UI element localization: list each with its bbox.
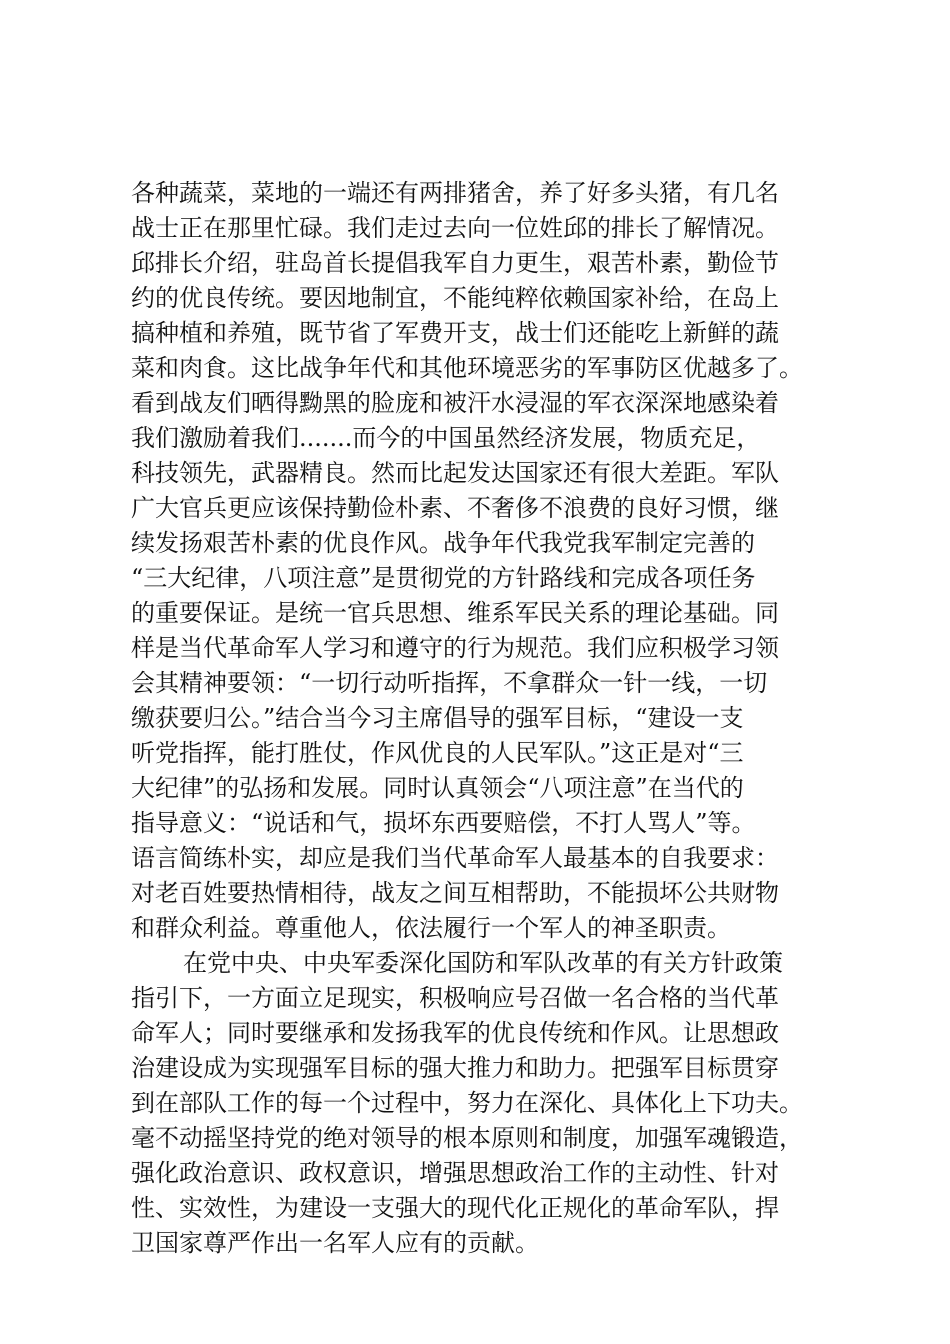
text-line: “三大纪律，八项注意”是贯彻党的方针路线和完成各项任务 — [131, 564, 756, 592]
text-line: 指导意义：“说话和气，损坏东西要赔偿，不打人骂人”等。 — [131, 809, 756, 837]
text-line: 会其精神要领：“一切行动听指挥，不拿群众一针一线，一切 — [131, 669, 768, 697]
paragraph-first-line: 在党中央、中央军委深化国防和军队改革的有关方针政策 — [183, 949, 783, 977]
text-line: 治建设成为实现强军目标的强大推力和助力。把强军目标贯穿 — [131, 1054, 779, 1082]
text-line: 广大官兵更应该保持勤俭朴素、不奢侈不浪费的良好习惯，继 — [131, 494, 779, 522]
text-line: 各种蔬菜，菜地的一端还有两排猪舍，养了好多头猪，有几名 — [131, 179, 779, 207]
text-line: 卫国家尊严作出一名军人应有的贡献。 — [131, 1229, 539, 1257]
text-line: 对老百姓要热情相待，战友之间互相帮助，不能损坏公共财物 — [131, 879, 779, 907]
text-line: 强化政治意识、政权意识，增强思想政治工作的主动性、针对 — [131, 1159, 779, 1187]
text-line: 和群众利益。尊重他人，依法履行一个军人的神圣职责。 — [131, 914, 731, 942]
text-line: 科技领先，武器精良。然而比起发达国家还有很大差距。军队 — [131, 459, 779, 487]
text-line: 菜和肉食。这比战争年代和其他环境恶劣的军事防区优越多了。 — [131, 354, 803, 382]
text-line: 样是当代革命军人学习和遵守的行为规范。我们应积极学习领 — [131, 634, 779, 662]
text-line: 战士正在那里忙碌。我们走过去向一位姓邱的排长了解情况。 — [131, 214, 779, 242]
document-body — [131, 176, 851, 1261]
text-line: 大纪律”的弘扬和发展。同时认真领会“八项注意”在当代的 — [131, 774, 744, 802]
text-line: 缴获要归公。”结合当今习主席倡导的强军目标，“建设一支 — [131, 704, 744, 732]
text-line: 搞种植和养殖，既节省了军费开支，战士们还能吃上新鲜的蔬 — [131, 319, 779, 347]
text-line: 我们激励着我们.......而今的中国虽然经济发展，物质充足， — [131, 424, 761, 452]
text-line: 看到战友们晒得黝黑的脸庞和被汗水浸湿的军衣深深地感染着 — [131, 389, 779, 417]
text-line: 听党指挥，能打胜仗，作风优良的人民军队。”这正是对“三 — [131, 739, 744, 767]
text-line: 语言简练朴实，却应是我们当代革命军人最基本的自我要求： — [131, 844, 779, 872]
text-line: 命军人；同时要继承和发扬我军的优良传统和作风。让思想政 — [131, 1019, 779, 1047]
text-line: 性、实效性，为建设一支强大的现代化正规化的革命军队，捍 — [131, 1194, 779, 1222]
text-line: 到在部队工作的每一个过程中，努力在深化、具体化上下功夫。 — [131, 1089, 803, 1117]
text-line: 的重要保证。是统一官兵思想、维系军民关系的理论基础。同 — [131, 599, 779, 627]
text-line: 邱排长介绍，驻岛首长提倡我军自力更生，艰苦朴素，勤俭节 — [131, 249, 779, 277]
text-line: 约的优良传统。要因地制宜，不能纯粹依赖国家补给，在岛上 — [131, 284, 779, 312]
text-line: 毫不动摇坚持党的绝对领导的根本原则和制度，加强军魂锻造， — [131, 1124, 803, 1152]
text-line: 指引下，一方面立足现实，积极响应号召做一名合格的当代革 — [131, 984, 779, 1012]
text-line: 续发扬艰苦朴素的优良作风。战争年代我党我军制定完善的 — [131, 529, 755, 557]
